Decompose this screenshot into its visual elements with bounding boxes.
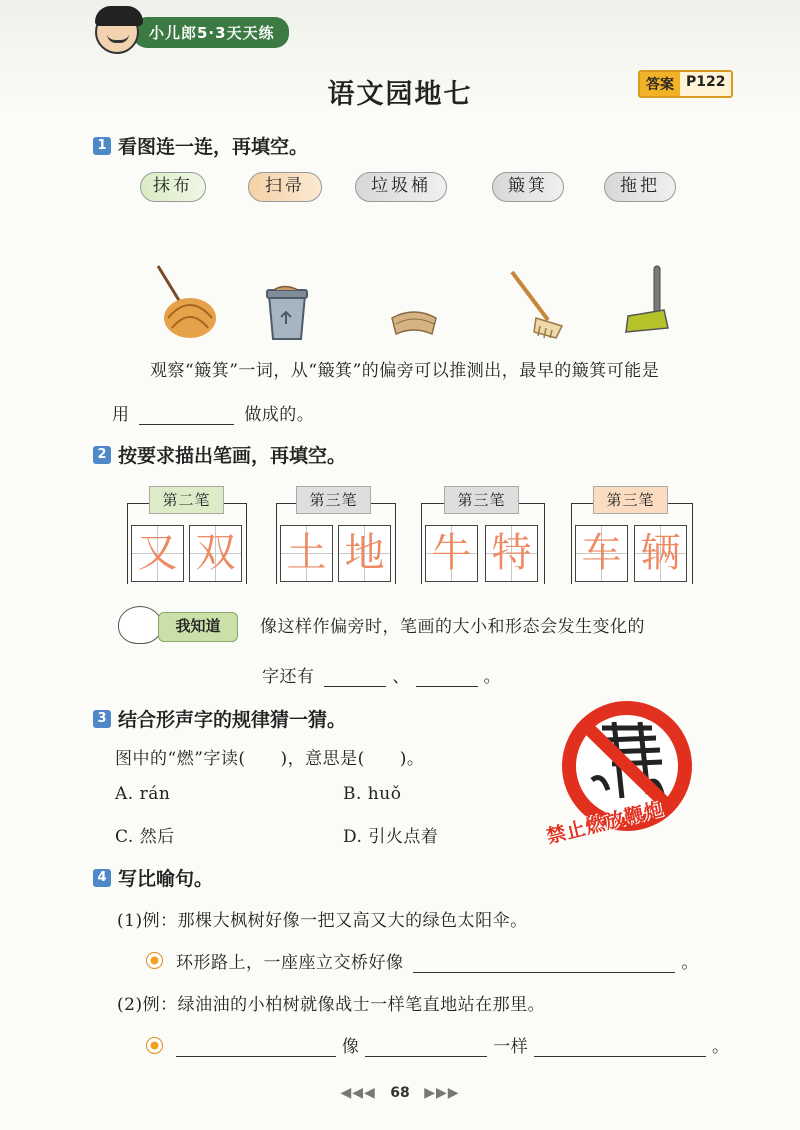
q2-fill-end: 。 — [483, 667, 502, 687]
trace-char-box[interactable]: 又 — [131, 525, 184, 582]
q1-line2-pre: 用 — [112, 405, 130, 425]
stroke-label-3: 第三笔 — [444, 486, 519, 514]
mop-icon[interactable] — [506, 268, 566, 340]
q3-option-c[interactable]: C. 然后 — [115, 827, 175, 847]
sign-caption: 禁止燃放鞭炮 — [544, 797, 667, 849]
trace-char-box[interactable]: 车 — [575, 525, 628, 582]
q1-text-line2 — [112, 400, 314, 425]
q3-option-a[interactable]: A. rán — [115, 784, 171, 804]
stroke-label-4: 第三笔 — [593, 486, 668, 514]
q3-title: 结合形声字的规律猜一猜。 — [118, 709, 347, 731]
q2-know-text: 像这样作偏旁时，笔画的大小和形态会发生变化的 — [260, 617, 645, 637]
know-label: 我知道 — [158, 612, 238, 642]
egg-icon — [146, 952, 163, 969]
answer-label: 答案 — [640, 72, 680, 96]
q2-fill-pre: 字还有 — [262, 667, 315, 687]
trace-char-box[interactable]: 地 — [338, 525, 391, 582]
dustpan-icon[interactable] — [624, 262, 672, 334]
q4-blank-4[interactable] — [534, 1056, 706, 1057]
trace-char-box[interactable]: 土 — [280, 525, 333, 582]
mascot-icon — [95, 10, 139, 54]
q4-blank-1[interactable] — [413, 972, 675, 973]
trace-char-box[interactable]: 辆 — [634, 525, 687, 582]
q4-blank-3[interactable] — [365, 1056, 487, 1057]
q4-ans2-mid1: 像 — [341, 1037, 360, 1057]
word-card-3[interactable]: 垃圾桶 — [355, 172, 447, 202]
footer-arrows-left-icon: ◀◀◀ — [340, 1085, 376, 1101]
q1-text-line1: 观察“簸箕”一词，从“簸箕”的偏旁可以推测出，最早的簸箕可能是 — [150, 361, 660, 381]
know-badge — [118, 606, 240, 644]
q2-blank-1[interactable] — [324, 686, 386, 687]
feather-duster-icon[interactable] — [150, 262, 220, 342]
q1-answer-blank[interactable] — [139, 424, 234, 425]
trash-bin-icon[interactable] — [264, 285, 310, 341]
trace-char-box[interactable]: 牛 — [425, 525, 478, 582]
q4-ans1-end: 。 — [681, 953, 699, 973]
q4-heading — [93, 864, 213, 891]
q4-example-1: (1)例：那棵大枫树好像一把又高又大的绿色太阳伞。 — [117, 911, 528, 931]
q1-line2-post: 做成的。 — [244, 405, 315, 425]
word-card-5[interactable]: 拖把 — [604, 172, 676, 202]
egg-icon — [146, 1037, 163, 1054]
q3-heading — [93, 705, 346, 732]
bun-mascot-icon — [118, 606, 162, 644]
q3-question: 图中的“燃”字读( )，意思是( )。 — [115, 749, 425, 769]
q4-ans2-mid2: 一样 — [493, 1037, 529, 1057]
q1-number: 1 — [93, 137, 111, 155]
q2-blank-2[interactable] — [416, 686, 478, 687]
cloth-icon[interactable] — [388, 300, 440, 340]
q4-answer-line-2 — [176, 1032, 730, 1057]
brand-logo — [95, 10, 289, 54]
stroke-label-2: 第三笔 — [296, 486, 371, 514]
q3-option-b[interactable]: B. huǒ — [343, 784, 402, 804]
q3-number: 3 — [93, 710, 111, 728]
word-card-2[interactable]: 扫帚 — [248, 172, 322, 202]
q4-number: 4 — [93, 869, 111, 887]
trace-char-box[interactable]: 特 — [485, 525, 538, 582]
answer-badge — [638, 70, 733, 98]
q1-title: 看图连一连，再填空。 — [118, 136, 309, 158]
q2-fill-sep: 、 — [392, 667, 410, 687]
q4-ans2-end: 。 — [712, 1037, 730, 1057]
q2-fill-line — [262, 662, 501, 687]
q4-title: 写比喻句。 — [118, 868, 214, 890]
q1-heading — [93, 132, 308, 159]
q4-ans1-pre: 环形路上，一座座立交桥好像 — [176, 953, 404, 973]
q2-heading — [93, 441, 346, 468]
q4-blank-2[interactable] — [176, 1056, 336, 1057]
q2-title: 按要求描出笔画，再填空。 — [118, 445, 347, 467]
answer-page: P122 — [680, 72, 731, 96]
q3-option-d[interactable]: D. 引火点着 — [343, 827, 439, 847]
q2-number: 2 — [93, 446, 111, 464]
word-card-4[interactable]: 簸箕 — [492, 172, 564, 202]
trace-char-box[interactable]: 双 — [189, 525, 242, 582]
footer-arrows-right-icon: ▶▶▶ — [424, 1085, 460, 1101]
page-title: 语文园地七 — [327, 79, 473, 110]
stroke-label-1: 第二笔 — [149, 486, 224, 514]
page-number: 68 — [390, 1085, 410, 1101]
brand-name: 小儿郎5·3天天练 — [133, 17, 289, 48]
page-footer — [0, 1085, 800, 1101]
q4-answer-line-1 — [176, 948, 699, 973]
word-card-1[interactable]: 抹布 — [140, 172, 206, 202]
q4-example-2: (2)例：绿油油的小柏树就像战士一样笔直地站在那里。 — [117, 995, 546, 1015]
